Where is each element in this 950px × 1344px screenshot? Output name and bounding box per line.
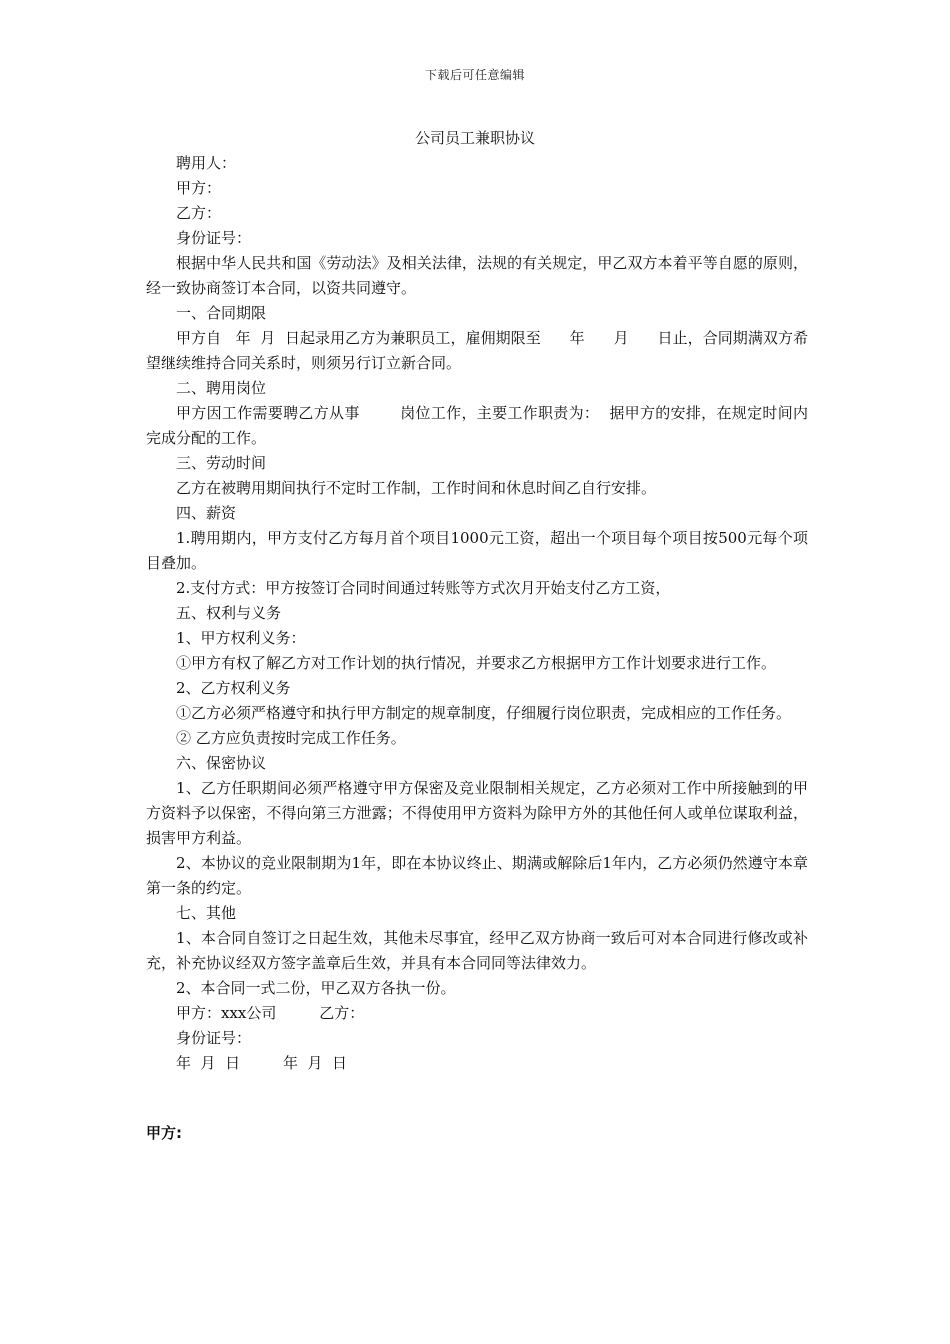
signature-parties-line: 甲方：xxx公司 乙方： [176, 1004, 365, 1022]
section-heading-rights: 五、权利与义务 [176, 604, 282, 622]
section-heading-term: 一、合同期限 [176, 304, 267, 322]
section-heading-confidentiality: 六、保密协议 [176, 754, 267, 772]
party-a-line: 甲方： [176, 179, 222, 197]
confidentiality-clause-1: 1、乙方任职期间必须严格遵守甲方保密及竞业限制相关规定，乙方必须对工作中所接触到的甲方资料予以保密，不得向第三方泄露；不得使用甲方资料为除甲方外的其他任何人或单位谋取利益，损害甲方利益。 [146, 779, 808, 847]
other-clause-2: 2、本合同一式二份，甲乙双方各执一份。 [176, 979, 456, 997]
section-heading-position: 二、聘用岗位 [176, 379, 267, 397]
party-a-rights-item: ①甲方有权了解乙方对工作计划的执行情况，并要求乙方根据甲方工作计划要求进行工作。 [176, 654, 777, 672]
preamble-paragraph: 根据中华人民共和国《劳动法》及相关法律，法规的有关规定，甲乙双方本着平等自愿的原则，经一致协商签订本合同，以资共同遵守。 [146, 254, 808, 297]
term-paragraph: 甲方自 年 月 日起录用乙方为兼职员工，雇佣期限至 年 月 日止，合同期满双方希望继续维持合同关系时，则须另行订立新合同。 [146, 329, 808, 372]
employer-line: 聘用人： [176, 154, 237, 172]
party-a-rights-heading: 1、甲方权利义务： [176, 629, 306, 647]
signature-date-line: 年 月 日 年 月 日 [176, 1054, 348, 1072]
signature-id-line: 身份证号： [176, 1029, 252, 1047]
agreement-body [146, 151, 808, 1076]
confidentiality-clause-2: 2、本协议的竞业限制期为1年，即在本协议终止、期满或解除后1年内，乙方必须仍然遵守本章第一条的约定。 [146, 854, 808, 897]
other-clause-1: 1、本合同自签订之日起生效，其他未尽事宜，经甲乙双方协商一致后可对本合同进行修改或补充，补充协议经双方签字盖章后生效，并具有本合同同等法律效力。 [146, 929, 808, 972]
document-title: 公司员工兼职协议 [414, 129, 535, 147]
party-b-rights-item-2: ② 乙方应负责按时完成工作任务。 [176, 729, 406, 747]
party-b-rights-item-1: ①乙方必须严格遵守和执行甲方制定的规章制度，仔细履行岗位职责，完成相应的工作任务。 [176, 704, 792, 722]
download-note: 下载后可任意编辑 [424, 68, 525, 82]
position-paragraph: 甲方因工作需要聘乙方从事 岗位工作，主要工作职责为： 据甲方的安排，在规定时间内完成分配的工作。 [146, 404, 808, 447]
party-b-rights-heading: 2、乙方权利义务 [176, 679, 291, 697]
party-a-footer-label: 甲方: [146, 1124, 182, 1142]
party-b-line: 乙方： [176, 204, 222, 222]
hours-paragraph: 乙方在被聘用期间执行不定时工作制，工作时间和休息时间乙自行安排。 [176, 479, 657, 497]
salary-clause-2: 2.支付方式：甲方按签订合同时间通过转账等方式次月开始支付乙方工资， [176, 579, 671, 597]
section-heading-hours: 三、劳动时间 [176, 454, 267, 472]
section-heading-other: 七、其他 [176, 904, 237, 922]
section-heading-salary: 四、薪资 [176, 504, 237, 522]
id-number-line: 身份证号： [176, 229, 252, 247]
salary-clause-1: 1.聘用期内，甲方支付乙方每月首个项目1000元工资，超出一个项目每个项目按500元每个项目叠加。 [146, 529, 808, 572]
